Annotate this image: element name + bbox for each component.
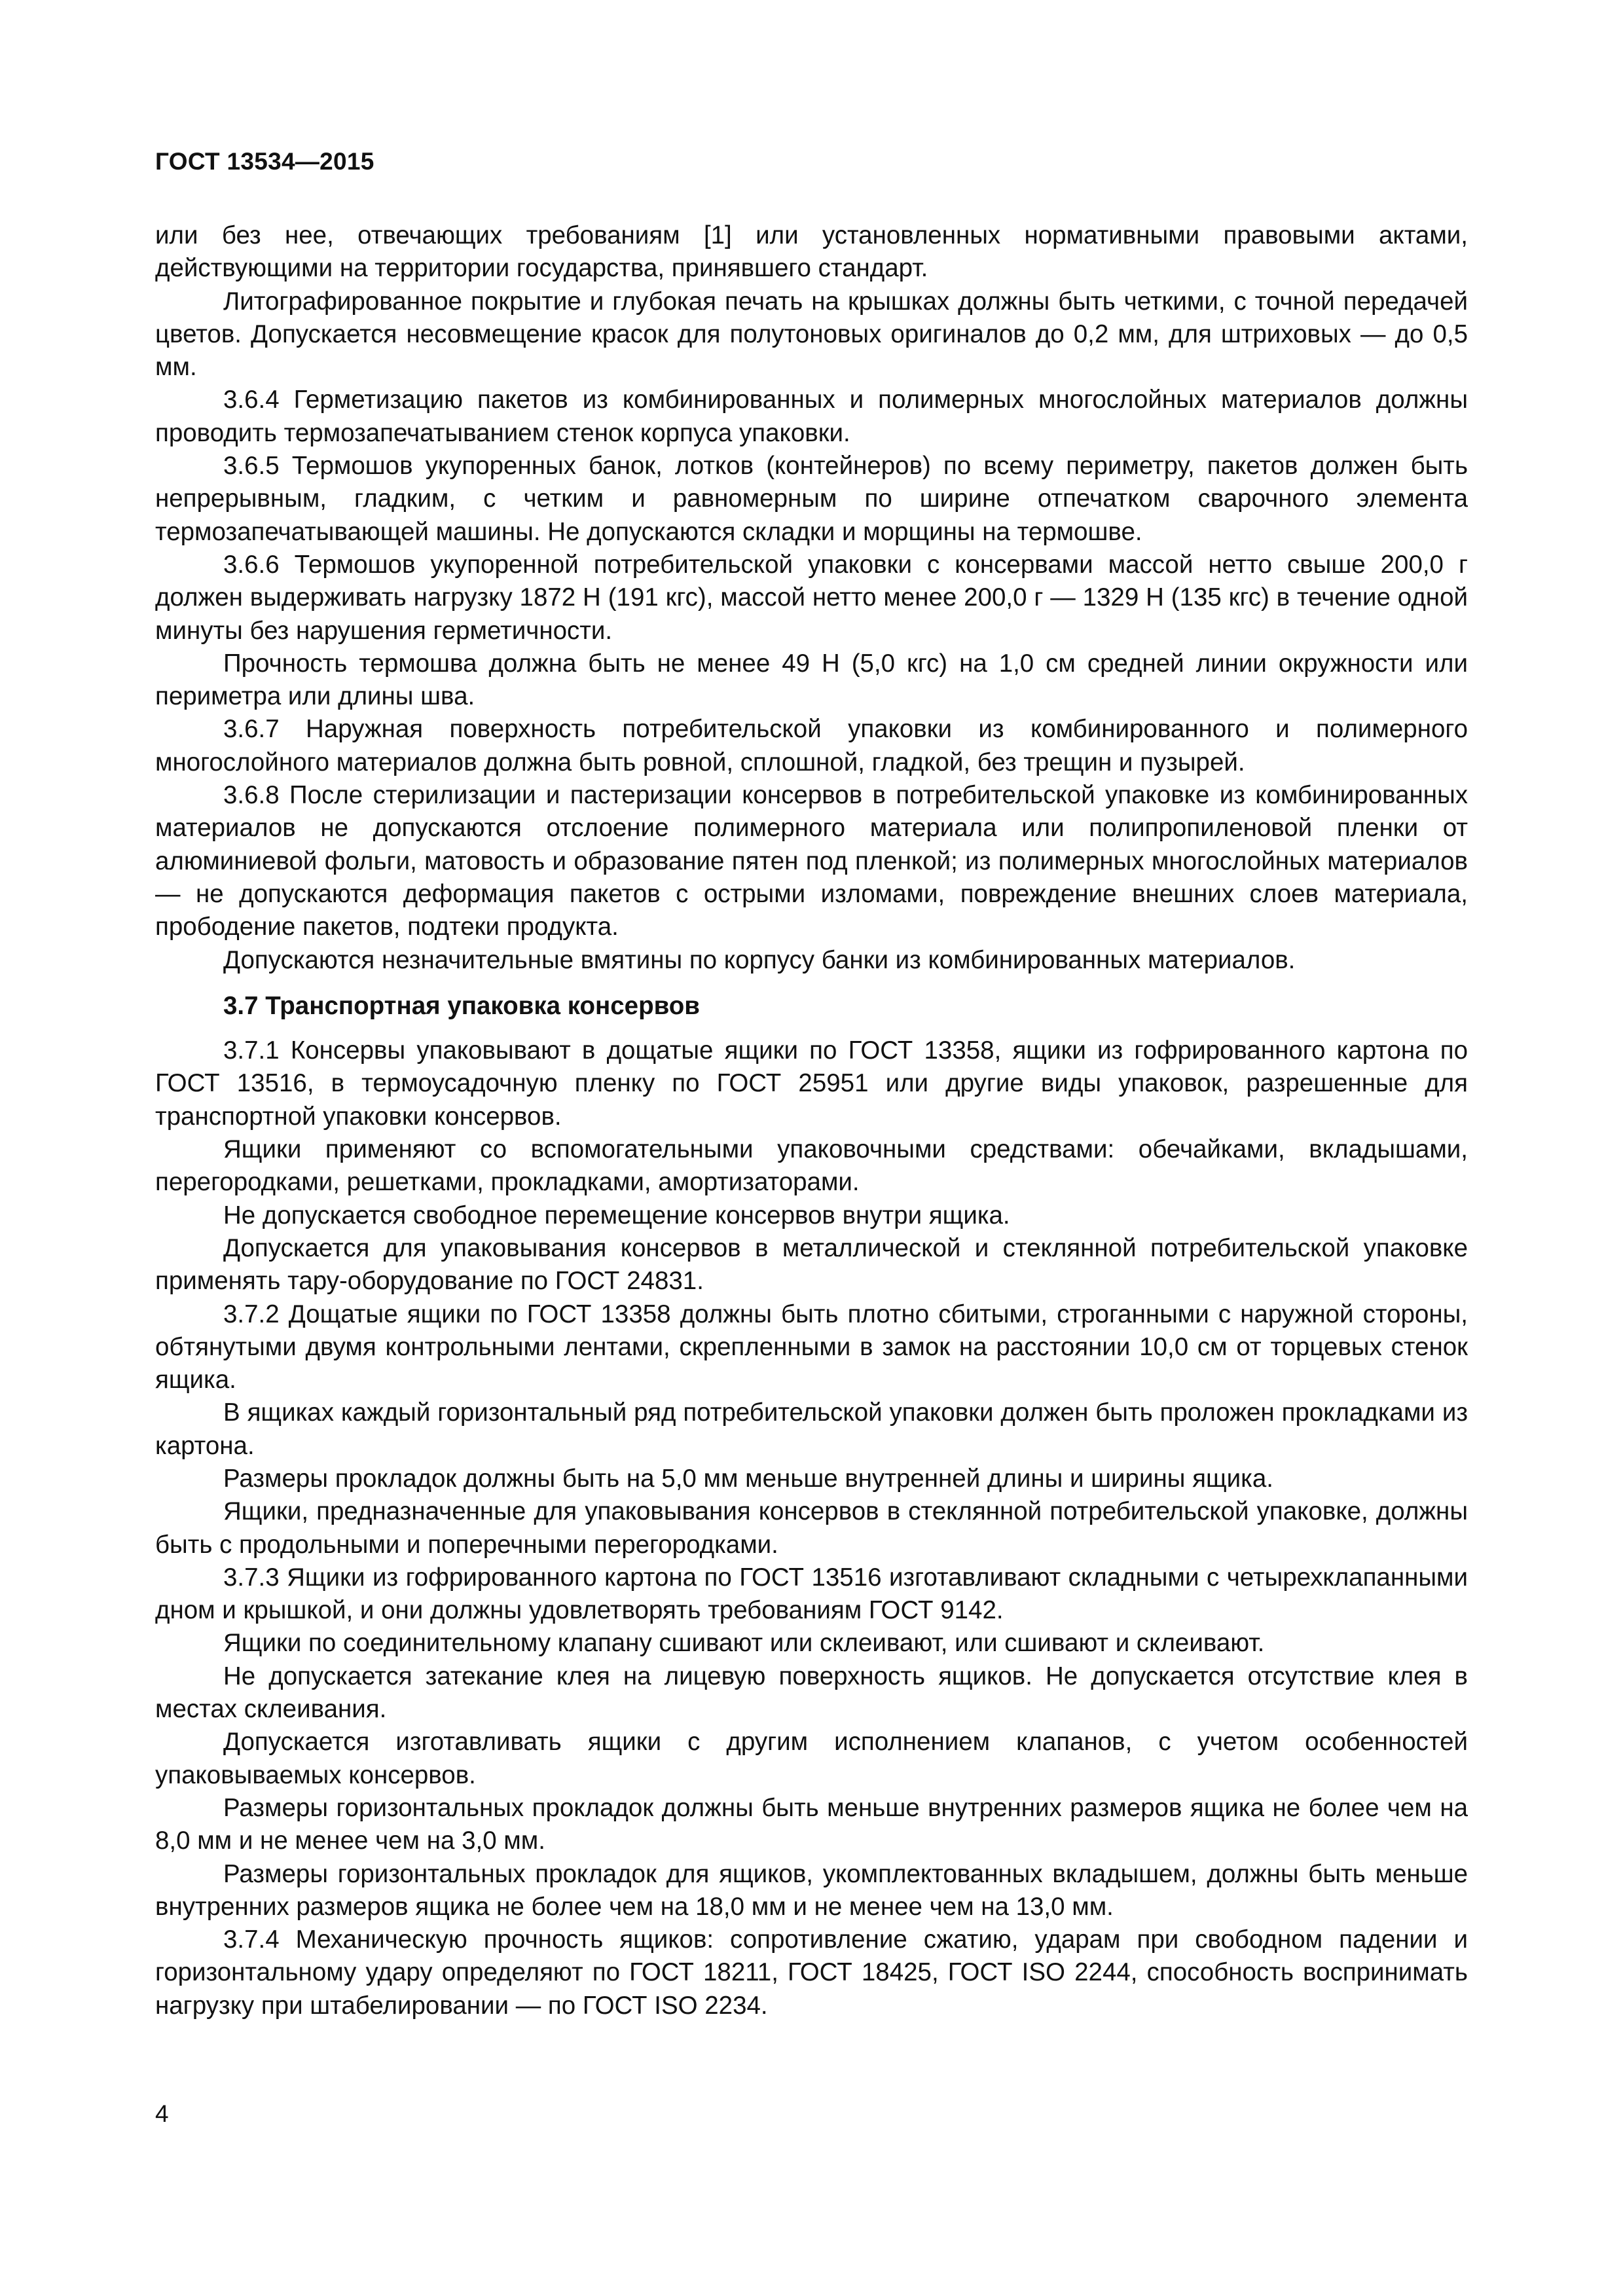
paragraph: или без нее, отвечающих требованиям [1] или установленных нормативными правовыми актами, действующими на территории государства, принявшего стандарт. (155, 221, 1468, 283)
document-body (155, 219, 1468, 2022)
paragraph: Литографированное покрытие и глубокая печать на крышках должны быть четкими, с точной передачей цветов. Допускается несовмещение красок для полутоновых оригиналов до 0,2 мм, для штриховых — до 0,5 мм. (155, 287, 1468, 382)
paragraph: Прочность термошва должна быть не менее 49 Н (5,0 кгс) на 1,0 см средней линии окружности или периметра или длины шва. (155, 649, 1468, 711)
paragraph: Ящики, предназначенные для упаковывания консервов в стеклянной потребительской упаковке, должны быть с продольными и поперечными перегородками. (155, 1497, 1468, 1559)
paragraph: Допускается для упаковывания консервов в металлической и стеклянной потребительской упаковке применять тару-оборудование по ГОСТ 24831. (155, 1233, 1468, 1296)
paragraph: Ящики по соединительному клапану сшивают или склеивают, или сшивают и склеивают. (223, 1629, 1265, 1658)
document-code-header: ГОСТ 13534—2015 (155, 148, 374, 175)
paragraph: Не допускается свободное перемещение консервов внутри ящика. (223, 1201, 1010, 1230)
paragraph: Ящики применяют со вспомогательными упаковочными средствами: обечайками, вкладышами, перегородками, решетками, прокладками, амортизаторами. (155, 1135, 1468, 1197)
page-number: 4 (155, 2100, 169, 2127)
paragraph: 3.6.5 Термошов укупоренных банок, лотков (контейнеров) по всему периметру, пакетов должен быть непрерывным, гладким, с четким и равномерным по ширине отпечатком сварочного элемента термозапечатывающей машины. Не допускаются складки и морщины на термошве. (155, 452, 1468, 546)
paragraph: 3.7.1 Консервы упаковывают в дощатые ящики по ГОСТ 13358, ящики из гофрированного картона по ГОСТ 13516, в термоусадочную пленку по ГОСТ 25951 или другие виды упаковок, разрешенные для транспортной упаковки консервов. (155, 1036, 1468, 1131)
paragraph: 3.6.4 Герметизацию пакетов из комбинированных и полимерных многослойных материалов должны проводить термозапечатыванием стенок корпуса упаковки. (155, 386, 1468, 447)
paragraph: Размеры горизонтальных прокладок для ящиков, укомплектованных вкладышем, должны быть меньше внутренних размеров ящика не более чем на 18,0 мм и не менее чем на 13,0 мм. (155, 1859, 1468, 1921)
paragraph: В ящиках каждый горизонтальный ряд потребительской упаковки должен быть проложен прокладками из картона. (155, 1398, 1468, 1460)
paragraph: Допускаются незначительные вмятины по корпусу банки из комбинированных материалов. (223, 945, 1296, 974)
paragraph: 3.6.7 Наружная поверхность потребительской упаковки из комбинированного и полимерного многослойного материалов должна быть ровной, сплошной, гладкой, без трещин и пузырей. (155, 715, 1468, 776)
paragraph: 3.7.3 Ящики из гофрированного картона по ГОСТ 13516 изготавливают складными с четырехклапанными дном и крышкой, и они должны удовлетворять требованиям ГОСТ 9142. (155, 1563, 1468, 1625)
paragraph: Размеры прокладок должны быть на 5,0 мм меньше внутренней длины и ширины ящика. (223, 1464, 1273, 1493)
paragraph: Размеры горизонтальных прокладок должны быть меньше внутренних размеров ящика не более чем на 8,0 мм и не менее чем на 3,0 мм. (155, 1793, 1468, 1855)
paragraph: 3.7.4 Механическую прочность ящиков: сопротивление сжатию, ударам при свободном падении и горизонтальному удару определяют по ГОСТ 18211, ГОСТ 18425, ГОСТ ISO 2244, способность воспринимать нагрузку при штабелировании — по ГОСТ ISO 2234. (155, 1925, 1468, 2020)
section-heading: 3.7 Транспортная упаковка консервов (223, 991, 700, 1020)
paragraph: 3.6.6 Термошов укупоренной потребительской упаковки с консервами массой нетто свыше 200,0 г должен выдерживать нагрузку 1872 Н (191 кгс), массой нетто менее 200,0 г — 1329 Н (135 кгс) в течение одной минуты без нарушения герметичности. (155, 550, 1468, 645)
paragraph: 3.7.2 Дощатые ящики по ГОСТ 13358 должны быть плотно сбитыми, строганными с наружной стороны, обтянутыми двумя контрольными лентами, скрепленными в замок на расстоянии 10,0 см от торцевых стенок ящика. (155, 1300, 1468, 1394)
paragraph: Не допускается затекание клея на лицевую поверхность ящиков. Не допускается отсутствие клея в местах склеивания. (155, 1662, 1468, 1724)
paragraph: Допускается изготавливать ящики с другим исполнением клапанов, с учетом особенностей упаковываемых консервов. (155, 1728, 1468, 1789)
paragraph: 3.6.8 После стерилизации и пастеризации консервов в потребительской упаковке из комбинированных материалов не допускаются отслоение полимерного материала или полипропиленовой пленки от алюминиевой фольги, матовость и образование пятен под пленкой; из полимерных многослойных материалов — не допускаются деформация пакетов с острыми изломами, повреждение внешних слоев материала, прободение пакетов, подтеки продукта. (155, 781, 1468, 941)
